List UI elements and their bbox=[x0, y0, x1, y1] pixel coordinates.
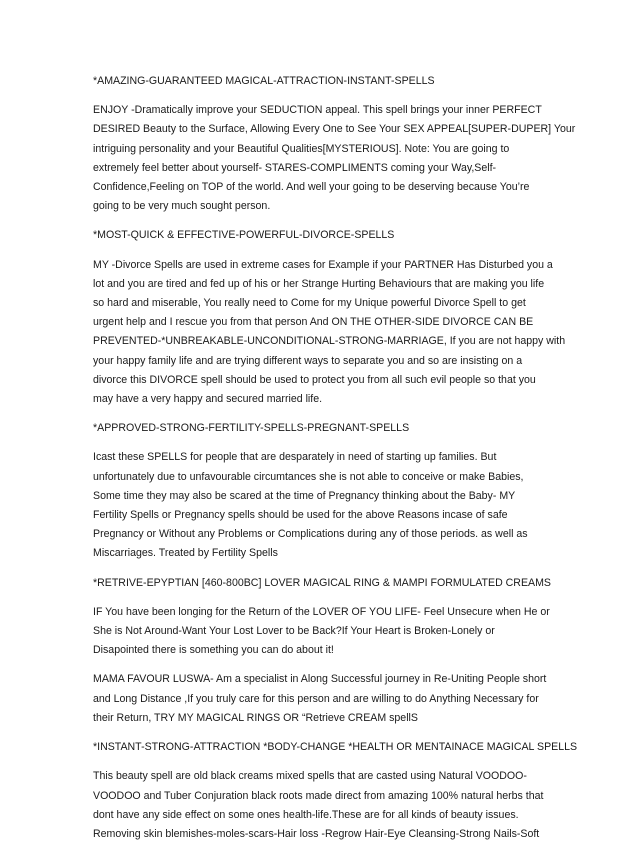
text-line: and Long Distance ,If you truly care for this person and are willing to do Anything Necessary for bbox=[93, 692, 539, 705]
text-line: Miscarriages. Treated by Fertility Spells bbox=[93, 547, 278, 560]
section-heading: *INSTANT-STRONG-ATTRACTION *BODY-CHANGE *HEALTH OR MENTAINACE MAGICAL SPELLS bbox=[93, 741, 578, 754]
text-line: Confidence,Feeling on TOP of the world. And well your going to be deserving because You’re bbox=[93, 181, 530, 194]
text-line: extremely feel better about yourself- STARES-COMPLIMENTS coming your Way,Self- bbox=[93, 161, 497, 174]
text-line: VOODOO and Tuber Conjuration black roots made direct from amazing 100% natural herbs that bbox=[93, 789, 544, 802]
document-page bbox=[93, 72, 578, 854]
text-line: Icast these SPELLS for people that are desparately in need of starting up families. But bbox=[93, 451, 497, 464]
text-line: She is Not Around-Want Your Lost Lover to be Back?If Your Heart is Broken-Lonely or bbox=[93, 625, 495, 638]
section-paragraph bbox=[93, 448, 553, 563]
text-line: so hard and miserable, You really need to Come for my Unique powerful Divorce Spell to get bbox=[93, 297, 526, 310]
section-heading: *APPROVED-STRONG-FERTILITY-SPELLS-PREGNANT-SPELLS bbox=[93, 422, 410, 435]
text-line: Removing skin blemishes-moles-scars-Hair loss -Regrow Hair-Eye Cleansing-Strong Nails-Soft bbox=[93, 827, 540, 840]
text-line: divorce this DIVORCE spell should be used to protect you from all such evil people so that you bbox=[93, 373, 536, 386]
text-line: their Return, TRY MY MAGICAL RINGS OR “Retrieve CREAM spellS bbox=[93, 711, 418, 724]
text-line: Disapointed there is something you can do about it! bbox=[93, 644, 334, 657]
text-line: your happy family life and are trying different ways to separate you and so are insisting on a bbox=[93, 354, 523, 367]
section-heading: *MOST-QUICK & EFFECTIVE-POWERFUL-DIVORCE-SPELLS bbox=[93, 229, 395, 242]
text-line: may have a very happy and secured married life. bbox=[93, 393, 323, 406]
text-line: intriguing personality and your Beautiful Qualities[MYSTERIOUS]. Note: You are going to bbox=[93, 142, 510, 155]
text-line: MAMA FAVOUR LUSWA- Am a specialist in Along Successful journey in Re-Uniting People short bbox=[93, 673, 547, 686]
section-paragraph bbox=[93, 767, 553, 844]
text-line: PREVENTED-*UNBREAKABLE-UNCONDITIONAL-STRONG-MARRIAGE, If you are not happy with bbox=[93, 335, 566, 348]
section-paragraph bbox=[93, 256, 566, 410]
text-line: urgent help and I rescue you from that person And ON THE OTHER-SIDE DIVORCE CAN BE bbox=[93, 316, 534, 329]
text-line: MY -Divorce Spells are used in extreme cases for Example if your PARTNER Has Disturbed you a bbox=[93, 258, 553, 271]
text-line: dont have any side effect on some ones health-life.These are for all kinds of beauty issues. bbox=[93, 808, 519, 821]
section-heading: *AMAZING-GUARANTEED MAGICAL-ATTRACTION-INSTANT-SPELLS bbox=[93, 75, 435, 87]
section-paragraph bbox=[93, 603, 553, 661]
text-line: going to be very much sought person. bbox=[93, 200, 271, 213]
text-line: DESIRED Beauty to the Surface, Allowing Every One to See Your SEX APPEAL[SUPER-DUPER] Your bbox=[93, 123, 576, 136]
text-line: Fertility Spells or Pregnancy spells should be used for the above Reasons incase of safe bbox=[93, 509, 508, 522]
text-line: unfortunately due to unfavourable circumtances she is not able to conceive or make Babies, bbox=[93, 470, 524, 483]
section-paragraph bbox=[93, 101, 576, 216]
text-line: lot and you are tired and fed up of his or her Strange Hurting Behaviours that are making you life bbox=[93, 277, 545, 290]
text-line: Pregnancy or Without any Problems or Complications during any of those periods. as well as bbox=[93, 528, 528, 541]
text-line: ENJOY -Dramatically improve your SEDUCTION appeal. This spell brings your inner PERFECT bbox=[93, 104, 542, 117]
text-line: IF You have been longing for the Return of the LOVER OF YOU LIFE- Feel Unsecure when He or bbox=[93, 605, 550, 618]
text-line: Some time they may also be scared at the time of Pregnancy thinking about the Baby- MY bbox=[93, 489, 516, 502]
section-paragraph bbox=[93, 670, 553, 728]
text-line: This beauty spell are old black creams mixed spells that are casted using Natural VOODOO- bbox=[93, 770, 527, 783]
section-heading: *RETRIVE-EPYPTIAN [460-800BC] LOVER MAGICAL RING & MAMPI FORMULATED CREAMS bbox=[93, 576, 551, 589]
